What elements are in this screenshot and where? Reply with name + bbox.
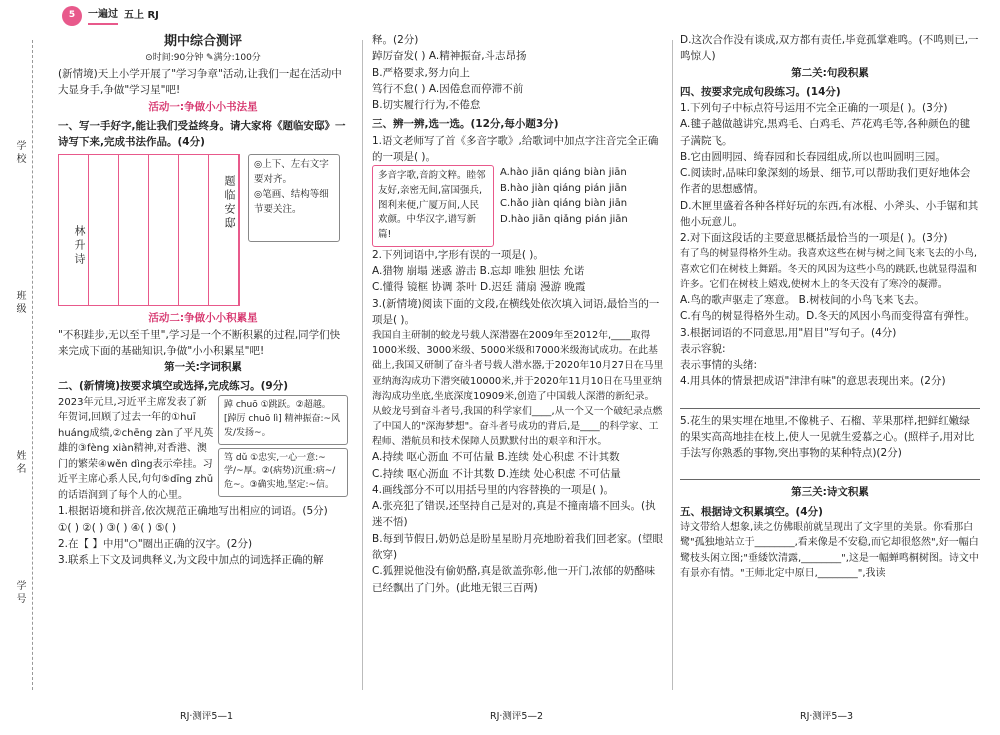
option-line[interactable]: C.持续 呕心沥血 不计其数 D.连续 处心积虑 不可估量 (372, 467, 621, 480)
footer-page-3: RJ·测评5—3 (800, 711, 854, 723)
option-d[interactable]: D.hào jiān qiǎng pián jiān (500, 213, 628, 225)
column-divider (362, 40, 363, 690)
dictionary-box (218, 395, 348, 504)
question-4: 四、按要求完成句段练习。(14分) (680, 85, 841, 98)
question-3-3: 3.(新情境)阅读下面的文段,在横线处依次填入词语,最恰当的一项是( )。 (372, 297, 660, 326)
meimu-meaning-a: 表示容貌: (680, 342, 726, 355)
poetry-fill-text: 诗文带给人想象,读之仿佛眼前就呈现出了文字里的美景。你看那白鹭"孤独地站立于________,看来像是不安稳,而它却很悠然",好一幅白鹭枝头闲立图;"垂緌饮清露,________",这是一幅蝉鸣桐树图。诗文中有景亦有情。"王师北定中原日,________",我读 (680, 521, 979, 580)
dict-entry-2: 笃 dǔ ①忠实,一心一意:~学/~厚。②(病势)沉重:病~/危~。③确实地,坚定:~信。 (218, 448, 348, 498)
column-3 (680, 32, 980, 582)
option-line[interactable]: C.懂得 镜框 协调 茶叶 D.迟廷 蒲扇 漫游 晚霞 (372, 281, 586, 294)
side-label-school: 学校 (14, 140, 25, 166)
question-2-1: 1.根据语境和拼音,依次规范正确地写出相应的词语。(5分) (58, 505, 328, 518)
side-label-class: 班级 (14, 290, 25, 316)
grid-author: 林升诗 (59, 155, 89, 305)
question-2-2: 2.在【 】中用"○"圈出正确的汉字。(2分) (58, 537, 253, 550)
exam-title: 期中综合测评 (163, 34, 242, 49)
exam-meta: ⊙时间:90分钟 ✎满分:100分 (145, 53, 261, 64)
option-line[interactable]: C.狐狸说他没有偷奶酪,真是欲盖弥彰,他一开门,浓郁的奶酪味已经飘出了门外。(此地无银三百两) (372, 565, 656, 594)
option-line[interactable]: A.猎物 崩塌 迷惑 游击 B.忘却 唯独 胆怯 允诺 (372, 264, 585, 277)
answer-line[interactable] (680, 465, 980, 480)
answer-blanks[interactable]: ①( ) ②( ) ③( ) ④( ) ⑤( ) (58, 521, 177, 534)
option-line[interactable]: B.每到节假日,奶奶总是盼星星盼月亮地盼着我们回老家。(望眼欲穿) (372, 532, 663, 562)
binding-line (32, 40, 33, 690)
footer-page-2: RJ·测评5—2 (490, 711, 544, 723)
answer-line[interactable] (680, 394, 980, 409)
pinyin-options (500, 165, 664, 247)
option-line[interactable]: D.木匣里盛着各种各样好玩的东西,有冰棍、小斧头、小手锯和其他小玩意儿。 (680, 199, 979, 228)
question-5: 五、根据诗文积累填空。(4分) (680, 505, 823, 518)
passage-block (58, 395, 348, 504)
option-a[interactable]: A.hào jiān qiáng biàn jiān (500, 167, 627, 179)
option-line[interactable]: A.毽子越做越讲究,黑鸡毛、白鸡毛、芦花鸡毛等,各种颜色的毽子满院飞。 (680, 118, 971, 147)
course-label: 五上 RJ (124, 10, 159, 22)
choice-line: B.严格要求,努力向上 (372, 66, 470, 79)
option-c[interactable]: C.hǎo jiàn qiáng biàn jiān (500, 198, 628, 210)
intro-text: (新情境)天上小学开展了"学习争章"活动,让我们一起在活动中大显身手,争做"学习星"吧! (58, 68, 342, 97)
tip-2: ◎笔画、结构等细节要关注。 (254, 188, 329, 215)
option-line[interactable]: B.它由圆明园、绮春园和长春园组成,所以也叫圆明三园。 (680, 150, 946, 163)
logo-icon: 5 (62, 6, 82, 26)
level-1-title: 第一关:字词积累 (164, 361, 242, 374)
question-2: 二、(新情境)按要求填空或选择,完成练习。(9分) (58, 380, 288, 393)
page-header (62, 6, 159, 26)
question-3-1: 1.语文老师写了首《多音字歌》,给歌词中加点字注音完全正确的一项是( )。 (372, 134, 659, 163)
question-4-3: 3.根据词语的不同意思,用"眉目"写句子。(4分) (680, 326, 897, 339)
option-line[interactable]: C.有鸟的树显得格外生动。D.冬天的风因小鸟而变得富有弹性。 (680, 310, 976, 323)
dict-entry-1: 踔 chuō ①跳跃。②超越。 [踔厉 chuō lì] 精神振奋:~风发/发扬~。 (218, 395, 348, 445)
brand-name: 一遍过 (88, 7, 118, 25)
activity-2-text: "不积跬步,无以至千里",学习是一个不断积累的过程,同学们快来完成下面的基础知识,争做"小小积累星"吧! (58, 328, 341, 357)
side-label-id: 学号 (14, 580, 25, 606)
footer-page-1: RJ·测评5—1 (180, 711, 234, 723)
option-line[interactable]: A.持续 呕心沥血 不可估量 B.连续 处心积虑 不计其数 (372, 451, 620, 464)
calligraphy-grid[interactable] (58, 154, 240, 306)
tip-1: ◎上下、左右文字要对齐。 (254, 159, 329, 186)
column-2 (372, 32, 664, 596)
activity-1-title: 活动一:争做小小书法星 (148, 100, 258, 113)
option-line[interactable]: D.这次合作没有谈成,双方都有责任,毕竟孤掌难鸣。(不鸣则已,一鸣惊人) (680, 34, 979, 63)
level-2-title: 第二关:句段积累 (791, 66, 869, 79)
column-divider (672, 40, 673, 690)
writing-tips (248, 154, 340, 242)
question-4-1: 1.下列句子中标点符号运用不完全正确的一项是( )。(3分) (680, 102, 948, 115)
poem-box: 多音字歌,音韵文粹。睦邻友好,亲密无间,富国强兵,图利来便,广厦万间,人民欢颜。中华汉字,谱写新篇! (372, 165, 494, 247)
question-3-4: 4.画线部分不可以用括号里的内容替换的一项是( )。 (372, 483, 615, 496)
option-line[interactable]: A.张亮犯了错误,还坚持自己是对的,真是不撞南墙不回头。(执迷不悟) (372, 500, 656, 529)
choice-line: 释。(2分) (372, 34, 419, 46)
passage-text: 有了鸟的树显得格外生动。我喜欢这些在树与树之间飞来飞去的小鸟,喜欢它们在树枝上舞蹈。冬天的风因为这些小鸟的跳跃,也就显得温和许多。它们在树枝上嬉戏,使树木上的冬天没有了寒冷的凝滞。 (680, 248, 978, 290)
option-b[interactable]: B.hào jiàn qiáng pián jiān (500, 182, 627, 194)
column-1 (58, 32, 348, 568)
calligraphy-area (58, 154, 348, 306)
option-line[interactable]: C.阅读时,品味印象深刻的场景、细节,可以帮助我们更好地体会作者的思想感情。 (680, 167, 971, 196)
choice-line: 踔厉奋发( ) A.精神振奋,斗志昂扬 (372, 50, 527, 63)
grid-title: 题临安邸 (209, 155, 239, 305)
poem-block (372, 165, 664, 247)
activity-2-title: 活动二:争做小小积累星 (148, 312, 258, 325)
choice-line: B.切实履行行为,不倦怠 (372, 99, 481, 112)
question-3-2: 2.下列词语中,字形有误的一项是( )。 (372, 248, 544, 261)
question-4-5: 5.花生的果实埋在地里,不像桃子、石榴、苹果那样,把鲜红嫩绿的果实高高地挂在枝上,使人一见就生爱慕之心。(照样子,用对比手法写你熟悉的事物,突出事物的某种特点)(2分) (680, 414, 975, 460)
question-2-3: 3.联系上下文及词典释义,为文段中加点的词选择正确的解 (58, 554, 324, 567)
question-3: 三、辨一辨,选一选。(12分,每小题3分) (372, 118, 559, 131)
choice-line: 笃行不怠( ) A.因倦怠而停滞不前 (372, 82, 524, 95)
level-3-title: 第三关:诗文积累 (791, 486, 869, 499)
passage-text: 我国自主研制的蛟龙号载人深潜器在2009年至2012年,____取得1000米级、3000米级、5000米级和7000米级海试成功。在此基础上,我国又研制了奋斗者号载人潜水器,于2020年10月27日在马里亚纳海沟成功下潜突破10000米,并于2020年11月10日在马里亚纳海沟成功坐底,坐底深度10909米,创造了中国载人深潜的新纪录。从蛟龙号到奋斗者号,我国的科学家们____,从一个又一个破纪录点燃了中国人的"深海梦想"。奋斗者号成功的背后,是____的科学家、工程师、潜航员和技术保障人员默默付出的艰辛和汗水。 (372, 330, 664, 448)
meimu-meaning-b: 表示事情的头绪: (680, 359, 758, 372)
question-1: 一、写一手好字,能让我们受益终身。请大家将《题临安邸》一诗写下来,完成书法作品。(4分) (58, 119, 346, 149)
passage-text: 2023年元旦,习近平主席发表了新年贺词,回顾了过去一年的①huī huáng成绩,②chēng zàn了平凡英雄的③fèng xiàn精神,对香港、澳门的繁荣④wěn dìng表示牵挂。习近平主席心系人民,句句⑤dīng zhǔ的话语润到了每个人的心里。 (58, 396, 214, 501)
option-line[interactable]: A.鸟的歌声驱走了寒意。 B.树枝间的小鸟飞来飞去。 (680, 293, 925, 306)
question-4-2: 2.对下面这段话的主要意思概括最恰当的一项是( )。(3分) (680, 232, 948, 245)
side-label-name: 姓名 (14, 450, 25, 476)
question-4-4: 4.用具体的情景把成语"津津有味"的意思表现出来。(2分) (680, 375, 946, 388)
